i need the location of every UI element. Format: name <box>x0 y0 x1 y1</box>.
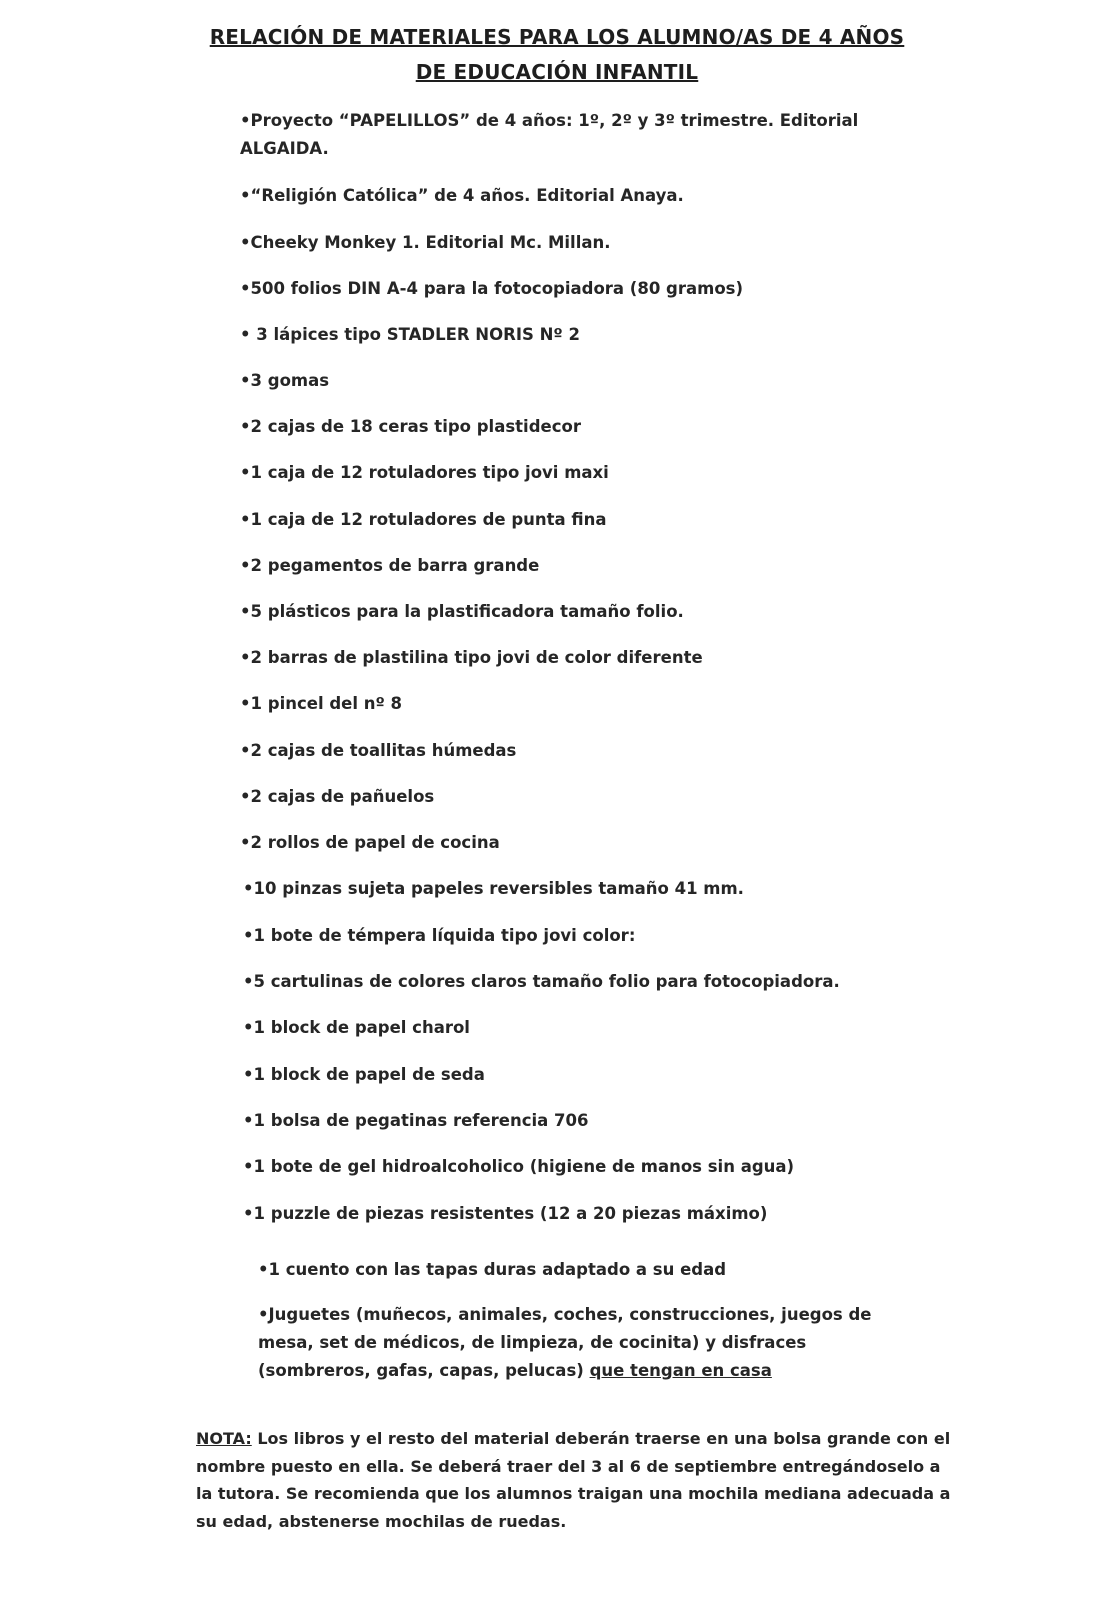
list-item: •1 block de papel charol <box>243 1018 470 1037</box>
list-item: •1 block de papel de seda <box>243 1065 485 1084</box>
title-line-2: DE EDUCACIÓN INFANTIL <box>415 60 699 84</box>
list-item: •5 plásticos para la plastificadora tamaño folio. <box>240 602 684 621</box>
toys-underlined-text: que tengan en casa <box>589 1361 772 1380</box>
list-item: •“Religión Católica” de 4 años. Editorial Anaya. <box>240 186 684 205</box>
note-text: Los libros y el resto del material deberán traerse en una bolsa grande con el nombre puesto en ella. Se deberá traer del 3 al 6 de septiembre entregándoselo a la tutora. Se recomienda que los alumnos traigan una mochila mediana adecuada a su edad, abstenerse mochilas de ruedas. <box>196 1429 951 1531</box>
list-item: •Proyecto “PAPELILLOS” de 4 años: 1º, 2º y 3º trimestre. Editorial ALGAIDA. <box>240 111 859 158</box>
list-item: •1 caja de 12 rotuladores tipo jovi maxi <box>240 463 609 482</box>
list-item: •1 bote de témpera líquida tipo jovi color: <box>243 926 636 945</box>
note-paragraph <box>196 1425 956 1535</box>
list-item: •1 bote de gel hidroalcoholico (higiene de manos sin agua) <box>243 1157 795 1176</box>
note-label: NOTA: <box>196 1429 252 1448</box>
list-item: •10 pinzas sujeta papeles reversibles tamaño 41 mm. <box>243 879 744 898</box>
list-item: •5 cartulinas de colores claros tamaño folio para fotocopiadora. <box>243 972 840 991</box>
list-item: •1 cuento con las tapas duras adaptado a su edad <box>258 1260 727 1279</box>
list-item: •2 cajas de pañuelos <box>240 787 435 806</box>
list-item: •1 bolsa de pegatinas referencia 706 <box>243 1111 589 1130</box>
list-item: •3 gomas <box>240 371 330 390</box>
list-item: •2 pegamentos de barra grande <box>240 556 540 575</box>
toys-item <box>258 1301 918 1385</box>
list-item: •Cheeky Monkey 1. Editorial Mc. Millan. <box>240 233 611 252</box>
list-item: •1 pincel del nº 8 <box>240 694 403 713</box>
list-item: •2 rollos de papel de cocina <box>240 833 500 852</box>
list-item: •1 puzzle de piezas resistentes (12 a 20 piezas máximo) <box>243 1204 768 1223</box>
list-item: • 3 lápices tipo STADLER NORIS Nº 2 <box>240 325 580 344</box>
list-item: •2 barras de plastilina tipo jovi de color diferente <box>240 648 703 667</box>
title-line-1: RELACIÓN DE MATERIALES PARA LOS ALUMNO/AS DE 4 AÑOS <box>209 25 905 49</box>
list-item: •2 cajas de 18 ceras tipo plastidecor <box>240 417 581 436</box>
list-item: •500 folios DIN A-4 para la fotocopiadora (80 gramos) <box>240 279 744 298</box>
list-item: •1 caja de 12 rotuladores de punta fina <box>240 510 607 529</box>
list-item: •2 cajas de toallitas húmedas <box>240 741 517 760</box>
toys-text: •Juguetes (muñecos, animales, coches, construcciones, juegos de mesa, set de médicos, de limpieza, de cocinita) y disfraces (sombreros, gafas, capas, pelucas) <box>258 1305 872 1380</box>
